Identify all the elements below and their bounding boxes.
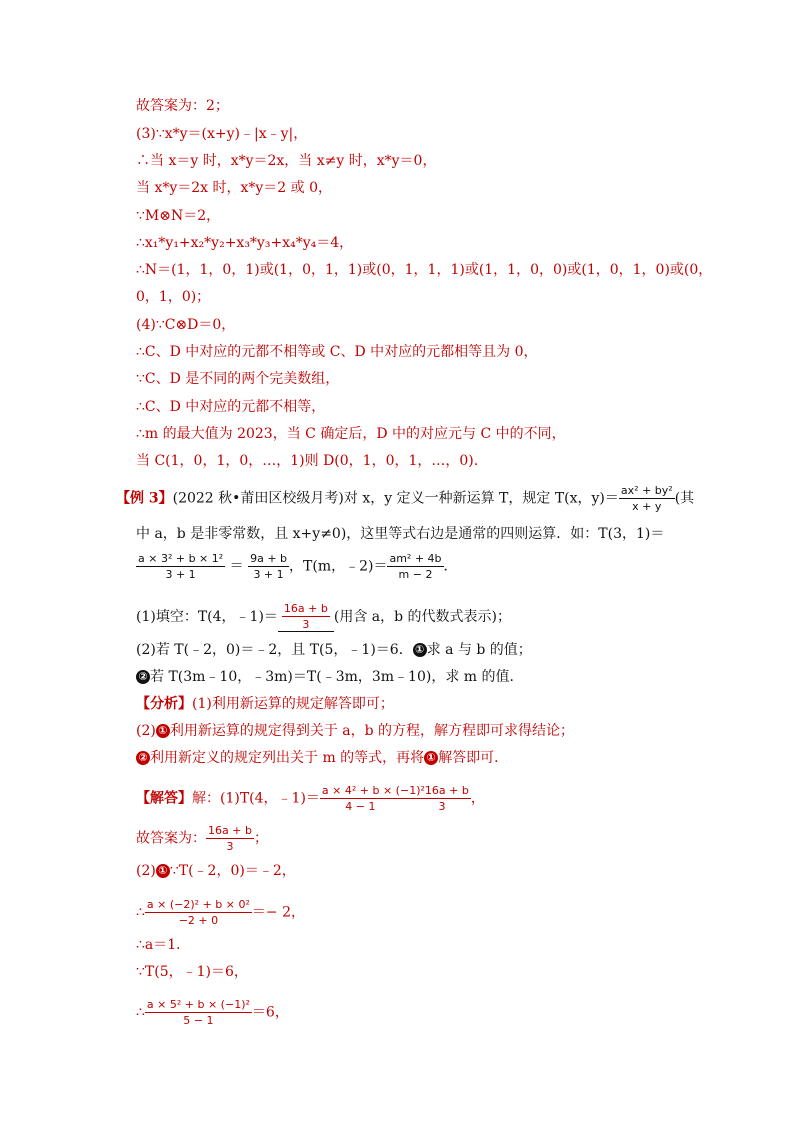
question-2: (2)若 T(﹣2，0)＝﹣2，且 T(5，﹣1)＝6． ① 求 a 与 b 的值；: [136, 642, 532, 658]
example3-line2: 中 a，b 是非零常数，且 x+y≠0)，这里等式右边是通常的四则运算．如：T(3，1)＝: [136, 526, 665, 542]
part3-cases: ∴当 x＝y 时，x*y＝2x，当 x≠y 时，x*y＝0，: [136, 153, 437, 169]
part3-solutions: ∴N＝(1，1，0，1)或(1，0，1，1)或(0，1，1，1)或(1，1，0，0)或(1，0，1，0)或(0，: [136, 262, 713, 278]
example-tag: 【例 3】: [116, 490, 173, 507]
solution-6: ∴ $\frac{\text{a × 5² + b × (−1)²}}{5 - 1}$ ＝6，: [136, 998, 289, 1027]
part4-deduction-1: ∴C、D 中对应的元都不相等或 C、D 中对应的元都相等且为 0，: [136, 344, 538, 360]
circled-one: ①: [413, 643, 427, 657]
sample-fraction-2: $\frac{9a + b}{3 + 1}$: [250, 552, 288, 581]
part4-deduction-2: ∵C、D 是不同的两个完美数组，: [136, 371, 340, 387]
solution-5: ∵T(5，﹣1)＝6，: [136, 964, 248, 980]
solution-fraction-3: $\frac{\text{a × (−2)² + b × 0²}}{-2 + 0}$: [146, 898, 250, 927]
solution-fraction-1: $\frac{\text{a × 4² + b × (−1)²16a + b}}{4 - 1 3}$: [321, 784, 469, 813]
analysis-2: (2) ① 利用新运算的规定得到关于 a，b 的方程，解方程即可求得结论；: [136, 723, 575, 739]
answer-fraction: $\frac{16a + b}{3}$: [208, 824, 252, 853]
solution-fraction-6: $\frac{\text{a × 5² + b × (−1)²}}{5 - 1}$: [146, 998, 250, 1027]
analysis-tag: 【分析】: [136, 696, 192, 712]
circled-two: ②: [136, 670, 150, 684]
example3-intro: 【例 3】(2022 秋•莆田区校级月考)对 x，y 定义一种新运算 T，规定 T(x，y)＝ $\frac{\text{ax² + by²}}{x + y}$ (其: [116, 484, 695, 513]
part4-max-m: ∴m 的最大值为 2023，当 C 确定后，D 中的对应元与 C 中的不同，: [136, 426, 566, 442]
part3-solutions-cont: 0，1，0)；: [136, 289, 211, 305]
sample-fraction-3: $\frac{\text{am² + 4b}}{m - 2}$: [389, 552, 442, 581]
q1-answer-fraction: $\frac{16a + b}{3}$: [283, 602, 328, 631]
part3-sum: ∴x₁*y₁+x₂*y₂+x₃*y₃+x₄*y₄＝4，: [136, 235, 354, 251]
question-2-part2: ② 若 T(3m﹣10，﹣3m)＝T(﹣3m，3m﹣10)，求 m 的值．: [136, 667, 524, 687]
solution-tag: 【解答】: [136, 790, 192, 807]
part4-condition: (4)∵C⊗D＝0，: [136, 317, 236, 333]
solution-2: (2) ① ∵T(﹣2，0)＝﹣2，: [136, 863, 296, 879]
solution-answer: 故答案为： $\frac{16a + b}{3}$ ；: [136, 824, 268, 853]
analysis-1: 【分析】(1)利用新运算的规定解答即可；: [136, 696, 394, 712]
part3-condition: ∵M⊗N＝2，: [136, 208, 221, 224]
answer-line-2: 故答案为：2；: [136, 98, 229, 114]
example-intro-text: (2022 秋•莆田区校级月考)对 x，y 定义一种新运算 T，规定 T(x，y)＝: [172, 490, 619, 507]
solution-4: ∴a＝1．: [136, 937, 191, 953]
solution-1: 【解答】解：(1)T(4，﹣1)＝ $\frac{\text{a × 4² + b × (−1)²16a + b}}{4 - 1 3}$ ，: [136, 784, 485, 813]
solution-3: ∴ $\frac{\text{a × (−2)² + b × 0²}}{-2 + 0}$ ＝− 2，: [136, 898, 305, 927]
analysis-3: ② 利用新定义的规定列出关于 m 的等式，再将 ① 解答即可．: [136, 748, 508, 768]
part3-values: 当 x*y＝2x 时，x*y＝2 或 0，: [136, 180, 333, 196]
part3-definition: (3)∵x*y＝(x+y)﹣|x﹣y|，: [136, 126, 308, 142]
part4-deduction-3: ∴C、D 中对应的元都不相等，: [136, 399, 326, 415]
sample-fraction-1: $\frac{\text{a × 3² + b × 1²}}{3 + 1}$: [138, 552, 224, 581]
example3-sample-calc: $\frac{\text{a × 3² + b × 1²}}{3 + 1}$ ＝ $\frac{9a + b}{3 + 1}$ ，T(m，﹣2)＝ $\frac{\text{am² + 4b}}{m - 2}$ ．: [138, 552, 458, 581]
question-1: (1)填空：T(4，﹣1)＝ $\frac{16a + b}{3}$ (用含 a，b 的代数式表示)；: [136, 602, 511, 631]
definition-fraction: $\frac{\text{ax² + by²}}{x + y}$: [620, 484, 673, 513]
part4-example: 当 C(1，0，1，0，…，1)则 D(0，1，0，1，…，0).: [136, 453, 479, 469]
